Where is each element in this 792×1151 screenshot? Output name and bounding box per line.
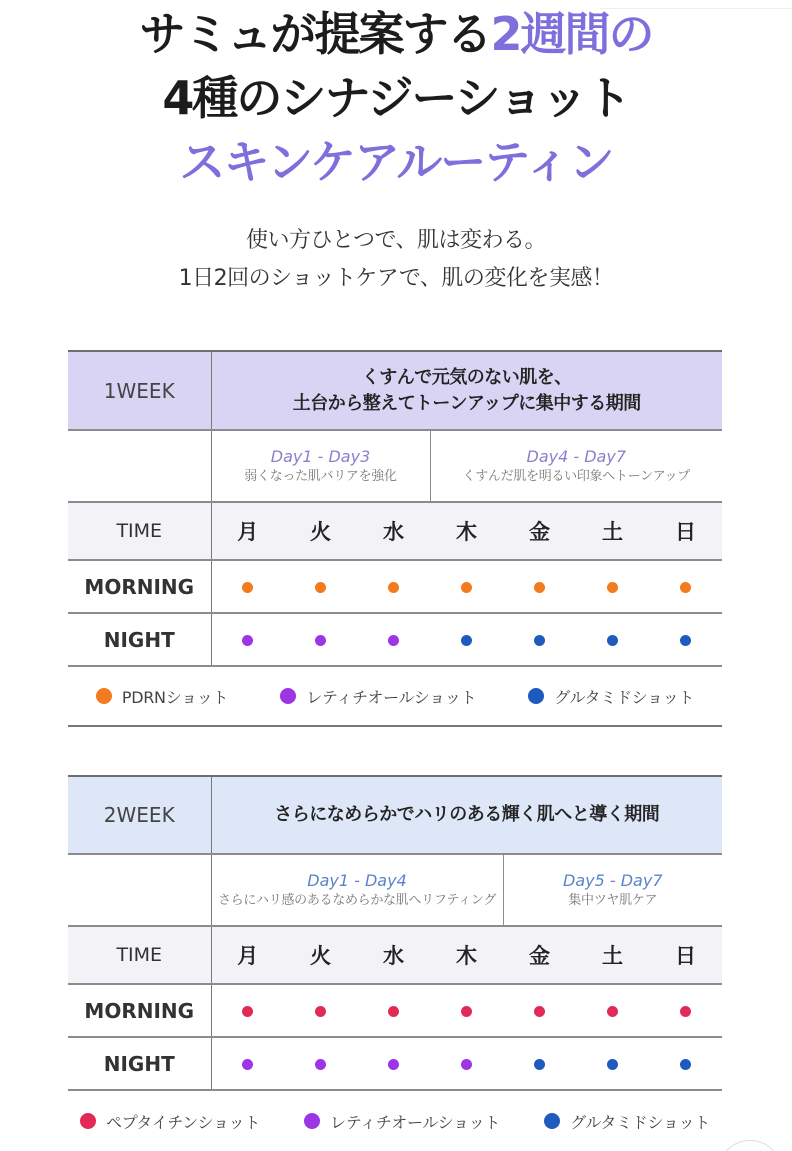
slot-cell xyxy=(430,560,503,613)
day-cell xyxy=(430,502,503,560)
day-cell xyxy=(576,502,649,560)
week-1-schedule xyxy=(68,350,722,727)
legend-label: レティチオールショット xyxy=(306,687,477,707)
slot-cell xyxy=(357,613,430,666)
dot-icon xyxy=(315,582,326,593)
dot-icon xyxy=(607,1059,618,1070)
day-cell xyxy=(357,926,430,984)
headline xyxy=(0,2,792,194)
day-cell xyxy=(284,502,357,560)
day-label: 火 xyxy=(310,520,331,544)
slot-cell xyxy=(284,984,357,1037)
week-1-label-cell xyxy=(68,351,211,430)
dot-icon xyxy=(388,635,399,646)
week-label: 1WEEK xyxy=(103,378,175,403)
week-1-night-row xyxy=(68,613,722,666)
day-cell xyxy=(649,926,722,984)
morning-label: MORNING xyxy=(84,998,195,1023)
slot-cell xyxy=(284,1037,357,1090)
week-1-morning-row xyxy=(68,560,722,613)
day-label: 火 xyxy=(310,944,331,968)
phase-days: Day1 - Day3 xyxy=(270,447,371,466)
slot-cell xyxy=(503,560,576,613)
slot-cell xyxy=(430,1037,503,1090)
week-2-header-row xyxy=(68,776,722,854)
legend-dot-icon xyxy=(528,688,544,704)
week-1-legend xyxy=(68,667,722,727)
slot-cell xyxy=(357,560,430,613)
slot-cell xyxy=(357,984,430,1037)
slot-cell xyxy=(503,984,576,1037)
dot-icon xyxy=(680,635,691,646)
subtitle-line-2: 1日2回のショットケアで、肌の変化を実感！ xyxy=(178,266,614,291)
day-cell xyxy=(503,502,576,560)
day-cell xyxy=(211,926,284,984)
day-label: 木 xyxy=(456,520,477,544)
slot-cell xyxy=(649,613,722,666)
slot-cell xyxy=(576,560,649,613)
dot-icon xyxy=(680,582,691,593)
dot-icon xyxy=(534,1006,545,1017)
slot-cell xyxy=(211,1037,284,1090)
legend-item-retinol xyxy=(304,1110,500,1133)
empty-cell xyxy=(68,430,211,502)
legend-item-glutamide xyxy=(528,685,694,708)
phase-cell xyxy=(503,854,722,926)
slot-cell xyxy=(649,560,722,613)
slot-cell xyxy=(211,984,284,1037)
legend-item-peptide xyxy=(80,1110,260,1133)
legend-dot-icon xyxy=(304,1113,320,1129)
legend-label: グルタミドショット xyxy=(554,687,695,707)
legend-dot-icon xyxy=(96,688,112,704)
morning-label-cell xyxy=(68,560,211,613)
phase-cell xyxy=(211,430,430,502)
headline-line-1-plain: サミュが提案する xyxy=(139,7,491,61)
morning-label-cell xyxy=(68,984,211,1037)
night-label-cell xyxy=(68,1037,211,1090)
phase-desc: 集中ツヤ肌ケア xyxy=(568,893,658,908)
phase-cell xyxy=(211,854,503,926)
dot-icon xyxy=(461,582,472,593)
phase-days: Day4 - Day7 xyxy=(526,447,626,466)
day-cell xyxy=(503,926,576,984)
phase-desc: さらにハリ感のあるなめらかな肌へリフティング xyxy=(217,893,497,908)
time-label: TIME xyxy=(116,944,163,966)
day-cell xyxy=(649,502,722,560)
empty-cell xyxy=(68,854,211,926)
slot-cell xyxy=(284,613,357,666)
headline-line-2: 4種のシナジーショット xyxy=(162,71,630,125)
day-label: 土 xyxy=(602,944,623,968)
slot-cell xyxy=(649,984,722,1037)
legend-dot-icon xyxy=(80,1113,96,1129)
phase-desc: くすんだ肌を明るい印象へトーンアップ xyxy=(462,469,690,484)
dot-icon xyxy=(461,1006,472,1017)
week-1-title-cell xyxy=(211,351,722,430)
week-label: 2WEEK xyxy=(103,803,175,827)
time-label-cell xyxy=(68,926,211,984)
day-cell xyxy=(576,926,649,984)
headline-line-3: スキンケアルーティン xyxy=(179,135,613,189)
week-1-table xyxy=(68,350,722,667)
slot-cell xyxy=(430,613,503,666)
phase-desc: 弱くなった肌バリアを強化 xyxy=(244,469,397,484)
morning-label: MORNING xyxy=(84,574,195,599)
week-2-label-cell xyxy=(68,776,211,854)
week-1-phase-row xyxy=(68,430,722,502)
week-1-time-row xyxy=(68,502,722,560)
dot-icon xyxy=(315,635,326,646)
dot-icon xyxy=(242,1006,253,1017)
dot-icon xyxy=(461,1059,472,1070)
slot-cell xyxy=(503,613,576,666)
legend-label: PDRNショット xyxy=(121,687,229,707)
day-label: 金 xyxy=(529,944,550,968)
dot-icon xyxy=(242,1059,253,1070)
slot-cell xyxy=(357,1037,430,1090)
phase-cell xyxy=(430,430,722,502)
week-2-title-cell xyxy=(211,776,722,854)
slot-cell xyxy=(503,1037,576,1090)
day-cell xyxy=(357,502,430,560)
week-2-schedule xyxy=(68,775,722,1151)
dot-icon xyxy=(680,1006,691,1017)
day-label: 月 xyxy=(237,944,259,968)
dot-icon xyxy=(534,635,545,646)
legend-label: レティチオールショット xyxy=(330,1112,501,1132)
legend-label: ペプタイチンショット xyxy=(106,1112,261,1132)
slot-cell xyxy=(211,613,284,666)
dot-icon xyxy=(607,1006,618,1017)
week-2-legend xyxy=(68,1091,722,1151)
dot-icon xyxy=(388,1059,399,1070)
slot-cell xyxy=(430,984,503,1037)
legend-dot-icon xyxy=(544,1113,560,1129)
night-label: NIGHT xyxy=(103,1051,175,1076)
dot-icon xyxy=(461,635,472,646)
legend-label: グルタミドショット xyxy=(570,1112,710,1132)
week-2-morning-row xyxy=(68,984,722,1037)
dot-icon xyxy=(242,635,253,646)
slot-cell xyxy=(649,1037,722,1090)
day-label: 水 xyxy=(383,944,404,968)
slot-cell xyxy=(284,560,357,613)
dot-icon xyxy=(315,1006,326,1017)
week-title-line-1: さらになめらかでハリのある輝く肌へと導く期間 xyxy=(274,804,660,825)
legend-dot-icon xyxy=(280,688,296,704)
slot-cell xyxy=(211,560,284,613)
week-title-line-2: 土台から整えてトーンアップに集中する期間 xyxy=(292,392,641,414)
week-2-time-row xyxy=(68,926,722,984)
night-label-cell xyxy=(68,613,211,666)
day-label: 土 xyxy=(602,520,623,544)
dot-icon xyxy=(534,1059,545,1070)
subtitle-line-1: 使い方ひとつで、肌は変わる。 xyxy=(245,228,547,253)
day-cell xyxy=(430,926,503,984)
legend-item-retinol xyxy=(280,685,476,708)
dot-icon xyxy=(388,582,399,593)
week-2-table xyxy=(68,775,722,1091)
legend-item-pdrn xyxy=(96,685,228,708)
slot-cell xyxy=(576,984,649,1037)
dot-icon xyxy=(607,582,618,593)
week-title-line-1: くすんで元気のない肌を、 xyxy=(361,366,572,388)
day-label: 日 xyxy=(675,520,696,544)
week-1-header-row xyxy=(68,351,722,430)
day-cell xyxy=(211,502,284,560)
slot-cell xyxy=(576,613,649,666)
legend-item-glutamide xyxy=(544,1110,710,1133)
phase-days: Day1 - Day4 xyxy=(307,871,407,890)
subtitle xyxy=(0,222,792,298)
day-cell xyxy=(284,926,357,984)
headline-line-1 xyxy=(0,2,792,66)
day-label: 日 xyxy=(675,944,696,968)
scroll-to-top-button[interactable] xyxy=(718,1140,782,1151)
dot-icon xyxy=(680,1059,691,1070)
week-2-phase-row xyxy=(68,854,722,926)
dot-icon xyxy=(315,1059,326,1070)
day-label: 木 xyxy=(456,944,477,968)
dot-icon xyxy=(388,1006,399,1017)
dot-icon xyxy=(534,582,545,593)
dot-icon xyxy=(607,635,618,646)
day-label: 金 xyxy=(529,520,550,544)
night-label: NIGHT xyxy=(103,627,175,652)
week-2-night-row xyxy=(68,1037,722,1090)
headline-line-1-accent: 2週間の xyxy=(490,7,653,61)
time-label-cell xyxy=(68,502,211,560)
day-label: 水 xyxy=(383,520,404,544)
day-label: 月 xyxy=(237,520,259,544)
slot-cell xyxy=(576,1037,649,1090)
time-label: TIME xyxy=(116,520,163,542)
dot-icon xyxy=(242,582,253,593)
phase-days: Day5 - Day7 xyxy=(563,871,663,890)
